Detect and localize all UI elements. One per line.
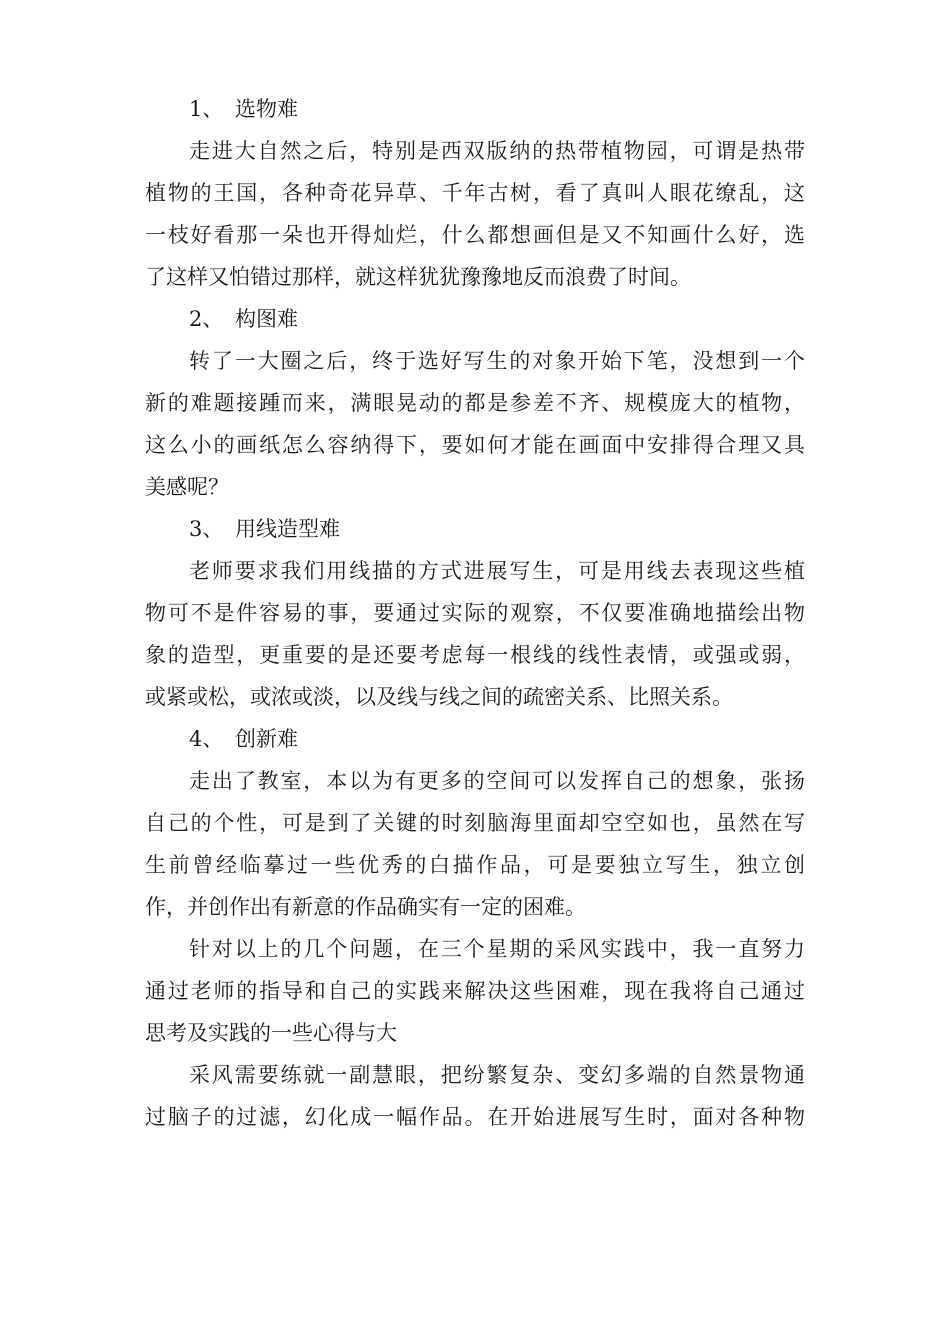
paragraph-line: 作，并创作出有新意的作品确实有一定的困难。 [145, 895, 586, 919]
paragraph-line: 象的造型，更重要的是还要考虑每一根线的线性表情，或强或弱， [145, 643, 805, 667]
paragraph-line: 转了一大圈之后，终于选好写生的对象开始下笔，没想到一个 [189, 349, 805, 373]
paragraph-line: 物可不是件容易的事，要通过实际的观察，不仅要准确地描绘出物 [145, 601, 805, 625]
section-title: 用线造型难 [235, 517, 340, 541]
paragraph-line: 这么小的画纸怎么容纳得下，要如何才能在画面中安排得合理又具 [145, 433, 805, 457]
section-title: 创新难 [235, 727, 298, 751]
paragraph-line: 新的难题接踵而来，满眼晃动的都是参差不齐、规模庞大的植物， [145, 391, 805, 415]
paragraph-line: 通过老师的指导和自己的实践来解决这些困难，现在我将自己通过 [145, 979, 805, 1003]
paragraph-line: 一枝好看那一朵也开得灿烂，什么都想画但是又不知画什么好，选 [145, 223, 805, 247]
paragraph-line: 走出了教室，本以为有更多的空间可以发挥自己的想象，张扬 [189, 769, 805, 793]
paragraph-line: 采风需要练就一副慧眼，把纷繁复杂、变幻多端的自然景物通 [189, 1063, 805, 1087]
paragraph-line: 思考及实践的一些心得与大 [145, 1021, 397, 1045]
paragraph-line: 生前曾经临摹过一些优秀的白描作品，可是要独立写生，独立创 [145, 853, 805, 877]
paragraph-line: 美感呢？ [145, 475, 229, 499]
section-title: 选物难 [235, 97, 298, 121]
paragraph-line: 老师要求我们用线描的方式进展写生，可是用线去表现这些植 [189, 559, 805, 583]
section-heading-3 [145, 508, 805, 550]
section-number: 2、 [189, 307, 224, 331]
paragraph-line: 走进大自然之后，特别是西双版纳的热带植物园，可谓是热带 [189, 139, 805, 163]
paragraph-line: 或紧或松，或浓或淡，以及线与线之间的疏密关系、比照关系。 [145, 685, 733, 709]
document-body [145, 88, 805, 1138]
section-heading-4 [145, 718, 805, 760]
paragraph-line: 植物的王国，各种奇花异草、千年古树，看了真叫人眼花缭乱，这 [145, 181, 805, 205]
paragraph-line: 针对以上的几个问题，在三个星期的采风实践中，我一直努力 [189, 937, 805, 961]
section-heading-1 [145, 88, 805, 130]
section-number: 4、 [189, 727, 224, 751]
section-number: 3、 [189, 517, 224, 541]
section-number: 1、 [189, 97, 224, 121]
section-heading-2 [145, 298, 805, 340]
paragraph-line: 过脑子的过滤，幻化成一幅作品。在开始进展写生时，面对各种物 [145, 1105, 805, 1129]
section-title: 构图难 [235, 307, 298, 331]
paragraph-line: 自己的个性，可是到了关键的时刻脑海里面却空空如也，虽然在写 [145, 811, 805, 835]
paragraph-line: 了这样又怕错过那样，就这样犹犹豫豫地反而浪费了时间。 [145, 265, 691, 289]
